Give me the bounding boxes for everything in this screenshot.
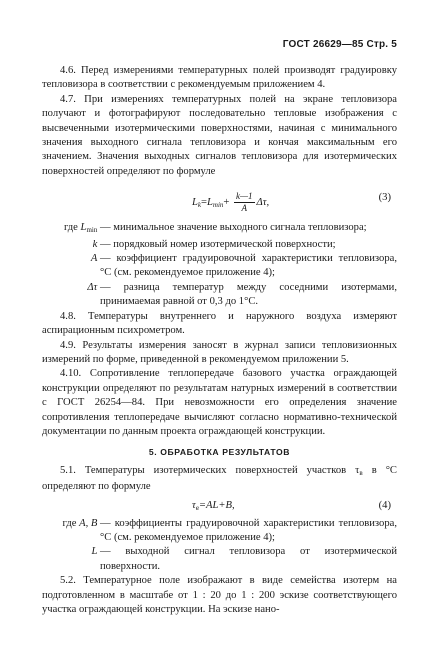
section-5-title: 5. ОБРАБОТКА РЕЗУЛЬТАТОВ [148,447,291,458]
paragraph-5-2: 5.2. Температурное поле изображают в виде семейства изотерм на подготовленном в масштабе от 1 : 20 до 1 : 200 эскизе соответствующего участка ограждающей конструкции. На эскизе нано- [42,575,397,615]
formula-4 [42,495,397,517]
formula-3 [42,181,397,219]
formula-3-fraction: $\frac{k—1}{A}$ [236,191,253,214]
paragraph-4-8: 4.8. Температуры внутреннего и наружного воздуха измеряют аспирационным психрометром. [42,310,397,337]
running-header: ГОСТ 26629—85 Стр. 5 [282,39,397,50]
formula-4-number: (4) [378,499,391,511]
definition-row: A — коэффициент градуировочной характеристики тепловизора, °C (см. рекомендуемое приложение 4); [90,253,397,279]
definition-row: Δτ — разница температур между соседними изотермами, принимаемая равной от 0,3 до 1°C. [87,281,397,308]
document-body [42,64,397,617]
paragraph-4-7: 4.7. При измерениях температурных полей на экране тепловизора получают и фотографируют последовательно тепловые изображения с высвеченными изотермическими поверхностями, начиная с минимального значения выходного сигнала тепловизора и кончая максимальным его значением. Значения выходных сигналов тепловизора для изотермических поверхностей определяют по формуле [42,93,397,177]
definition-row: L — выходной сигнал тепловизора от изотермической поверхности. [91,546,397,572]
definition-row: k — порядковый номер изотермической поверхности; [92,238,336,250]
definitions-list-1 [42,221,397,309]
definitions-list-2 [42,517,397,575]
definition-row: где A, B — коэффициенты градуировочной характеристики тепловизора, °C (см. рекомендуемое приложение 4); [62,517,397,543]
formula-3-number: (3) [378,192,391,204]
definition-row: где $L_{min}$ — минимальное значение выходного сигнала тепловизора; [63,222,367,235]
formula-3-expression: $L_k=L_{min}+$ $\frac{k—1}{A}$ Δτ, [192,191,270,214]
paragraph-4-9: 4.9. Результаты измерения заносят в журнал записи тепловизионных измерений по форме, приведенной в рекомендуемом приложении 5. [42,339,397,365]
paragraph-4-10: 4.10. Сопротивление теплопередаче базового участка ограждающей конструкции определяют по результатам натурных измерений в соответствии с ГОСТ 26254—84. При невозможности его определения значение сопротивления теплопередаче вычисляют согласно нормативно-технической документации по данным проекта ограждающей конструкции. [42,368,397,437]
paragraph-4-6: 4.6. Перед измерениями температурных полей производят градуировку тепловизора в соответствии с рекомендуемым приложением 4. [42,65,397,91]
formula-4-expression: $\tau_в=AL+B$, [192,499,235,512]
paragraph-5-1: 5.1. Температуры изотермических поверхностей участков $\tau_в$ в °C определяют по формуле [42,464,397,493]
